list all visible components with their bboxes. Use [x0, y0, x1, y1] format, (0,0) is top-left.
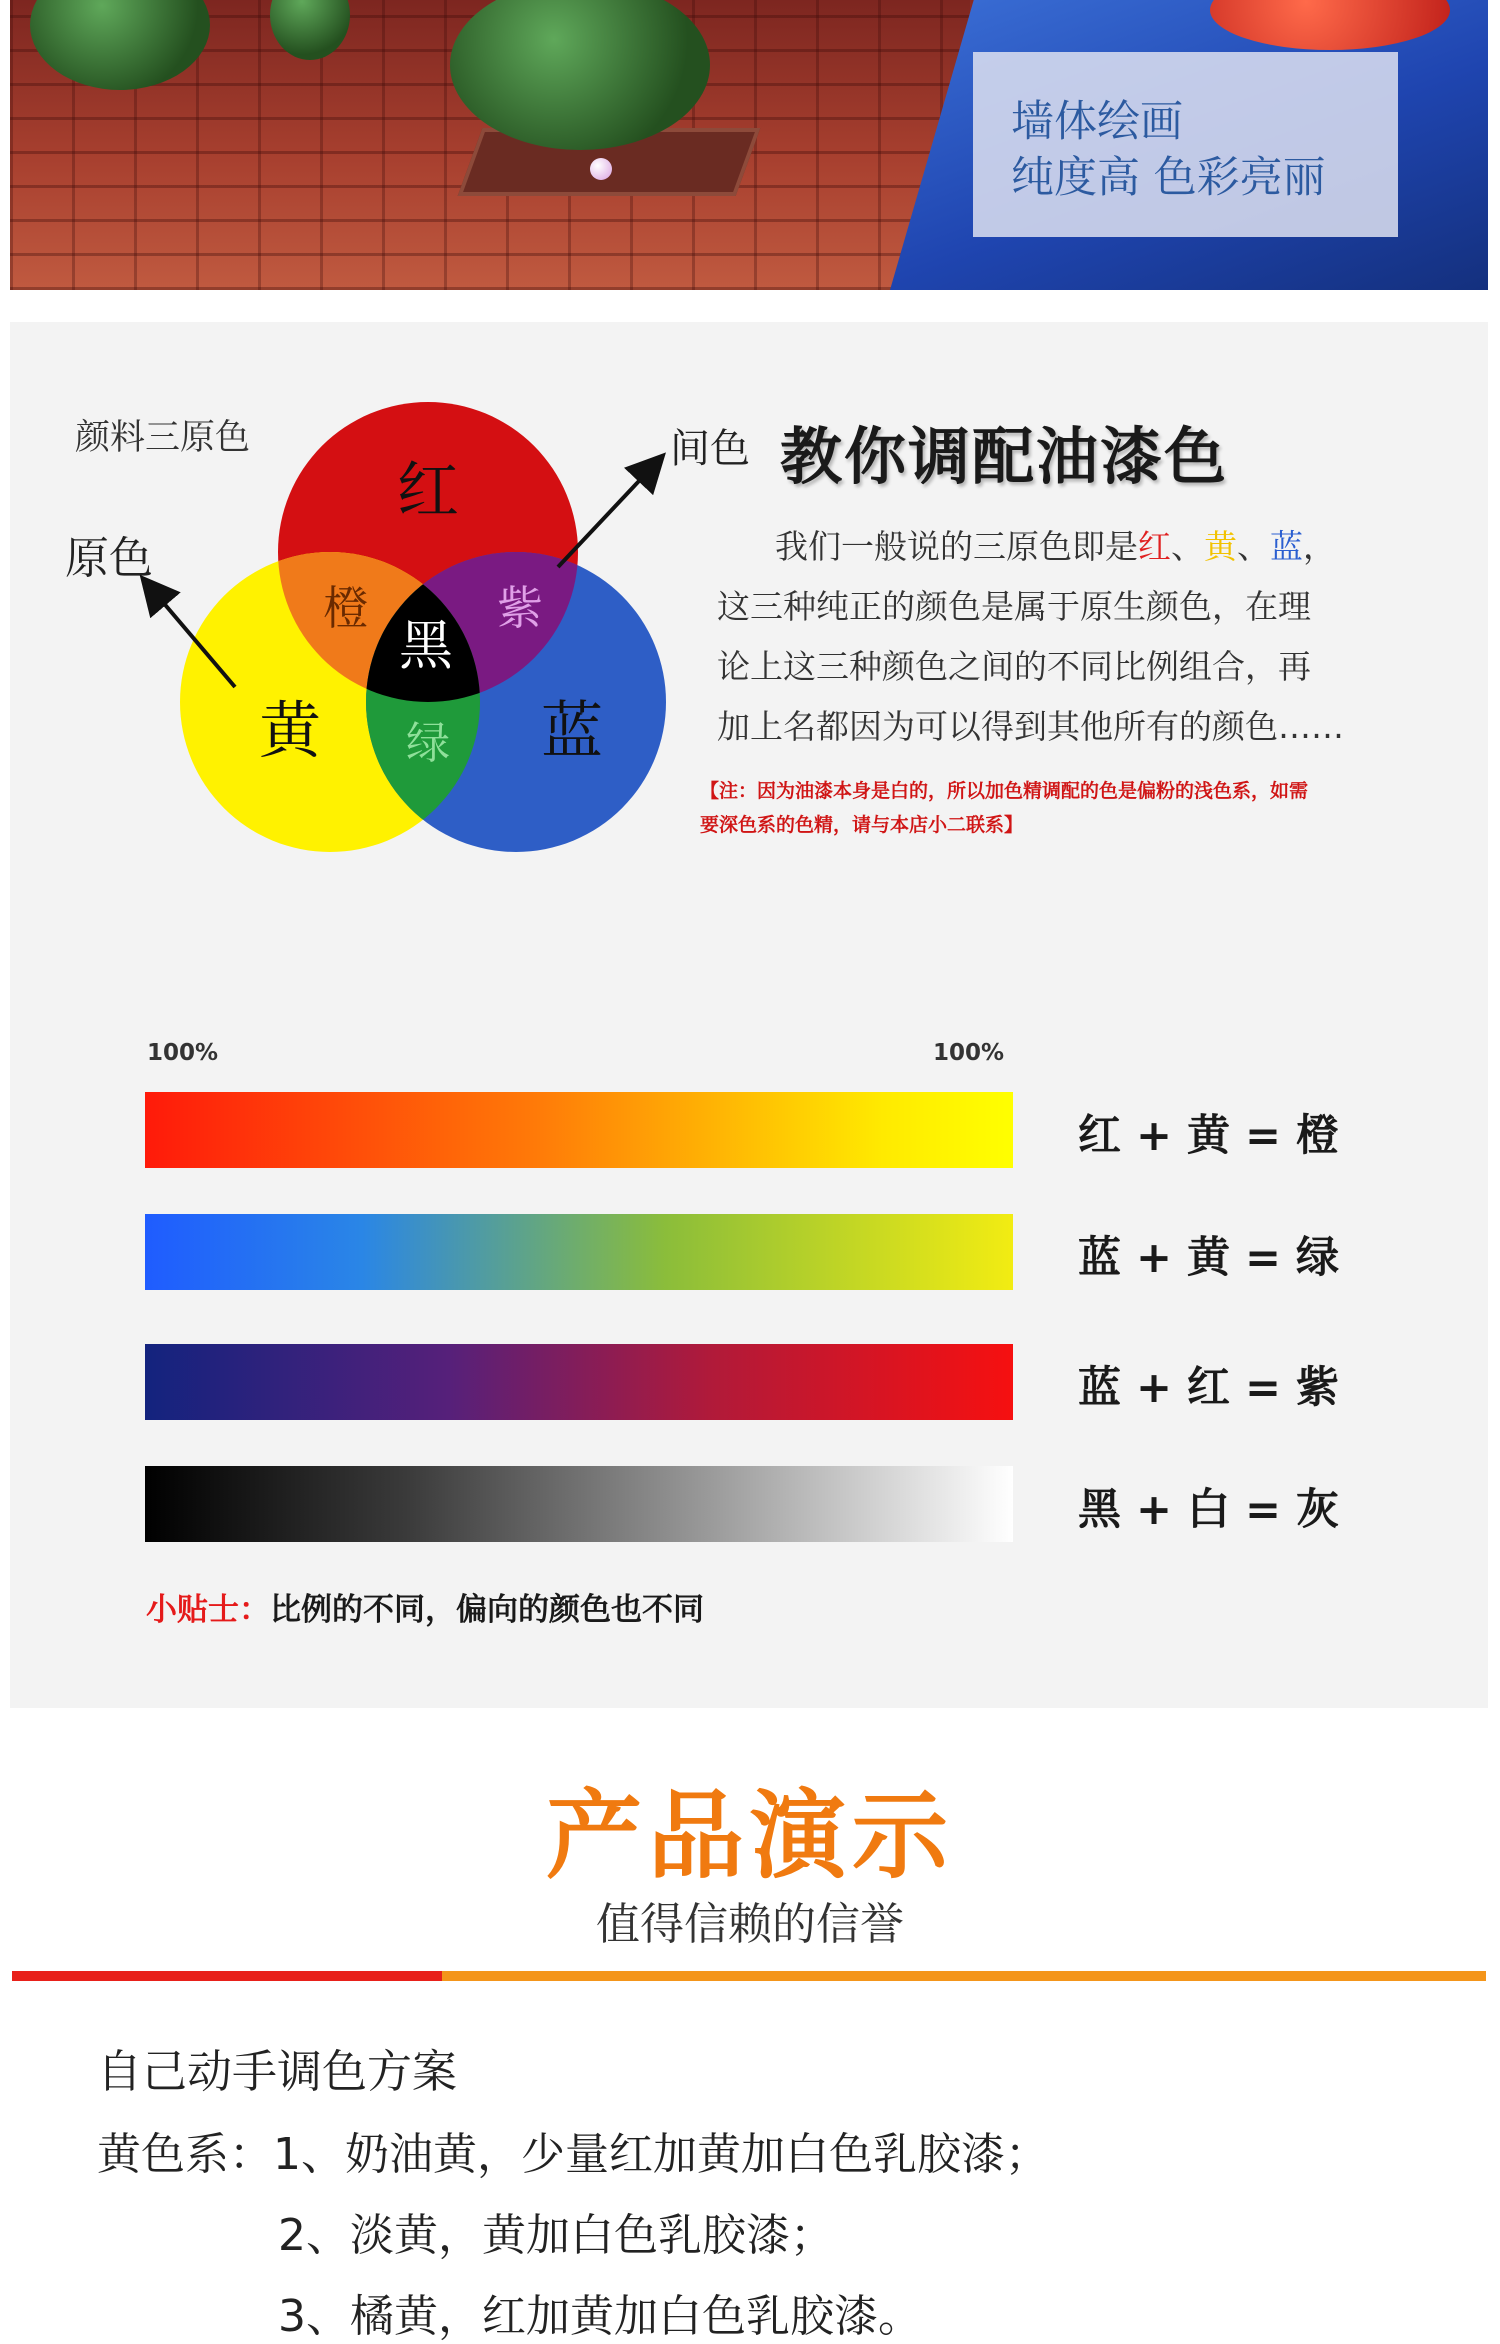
percent-left: 100% [147, 1040, 219, 1066]
divider-red [12, 1971, 442, 1981]
primary-color-label: 原色 [65, 533, 153, 584]
primary-colors-heading: 颜料三原色 [75, 418, 251, 458]
ball [590, 158, 612, 180]
description-line-2: 这三种纯正的颜色是属于原生颜色，在理 [717, 587, 1311, 626]
venn-label-orange: 橙 [323, 581, 369, 635]
gradient-bar-black-white [145, 1466, 1013, 1542]
plan-line: 3、橘黄，红加黄加白色乳胶漆。 [278, 2291, 922, 2342]
caption-line-1: 墙体绘画 [1011, 97, 1183, 147]
gradient-bar-red-yellow [145, 1092, 1013, 1168]
note-line-1: 【注：因为油漆本身是白的，所以加色精调配的色是偏粉的浅色系，如需 [700, 780, 1309, 802]
word-yellow: 黄 [1204, 527, 1237, 566]
caption-line-2: 纯度高 色彩亮丽 [1011, 153, 1326, 203]
description-line-3: 论上这三种颜色之间的不同比例组合，再 [717, 647, 1311, 686]
banner-caption [973, 52, 1398, 237]
venn-label-purple: 紫 [497, 581, 543, 635]
venn-label-black: 黑 [399, 614, 453, 677]
venn-label-green: 绿 [406, 718, 450, 769]
venn-label-yellow: 黄 [258, 694, 322, 767]
mix-label-gray: 黑 + 白 = 灰 [1078, 1485, 1339, 1535]
separator: 、 [1171, 527, 1204, 566]
gradient-bar-blue-red [145, 1344, 1013, 1420]
mix-label-purple: 蓝 + 红 = 紫 [1078, 1363, 1339, 1413]
divider-orange [442, 1971, 1486, 1981]
word-blue: 蓝 [1270, 527, 1303, 566]
plan-line: 黄色系：1、奶油黄，少量红加黄加白色乳胶漆； [97, 2129, 1049, 2180]
desc-text: ， [1303, 527, 1336, 566]
plan-title: 自己动手调色方案 [97, 2045, 458, 2098]
demo-title: 产品演示 [546, 1780, 954, 1892]
secondary-color-label: 间色 [670, 426, 750, 472]
mix-label-green: 蓝 + 黄 = 绿 [1078, 1233, 1339, 1283]
mix-label-orange: 红 + 黄 = 橙 [1078, 1111, 1339, 1161]
desc-text: 我们一般说的三原色即是 [775, 527, 1138, 566]
tip-value: 比例的不同，偏向的颜色也不同 [270, 1592, 704, 1628]
plan-line: 2、淡黄，黄加白色乳胶漆； [278, 2210, 834, 2261]
description-line-1 [717, 517, 1457, 577]
demo-subtitle: 值得信赖的信誉 [596, 1899, 904, 1950]
paint-note [700, 774, 1440, 842]
description [717, 517, 1457, 757]
gradient-bar-blue-yellow [145, 1214, 1013, 1290]
percent-right: 100% [933, 1040, 1005, 1066]
venn-label-blue: 蓝 [540, 694, 604, 767]
venn-label-red: 红 [396, 454, 460, 527]
word-red: 红 [1138, 527, 1171, 566]
note-line-2: 要深色系的色精，请与本店小二联系】 [700, 814, 1024, 836]
description-line-4: 加上名都因为可以得到其他所有的颜色…… [717, 707, 1344, 746]
tip [146, 1584, 704, 1629]
color-venn-diagram [160, 402, 680, 852]
separator: 、 [1237, 527, 1270, 566]
banner-photo [10, 0, 1488, 290]
color-theory-panel [10, 322, 1488, 1708]
section-title: 教你调配油漆色 [780, 420, 1229, 493]
tip-key: 小贴士： [146, 1592, 270, 1628]
